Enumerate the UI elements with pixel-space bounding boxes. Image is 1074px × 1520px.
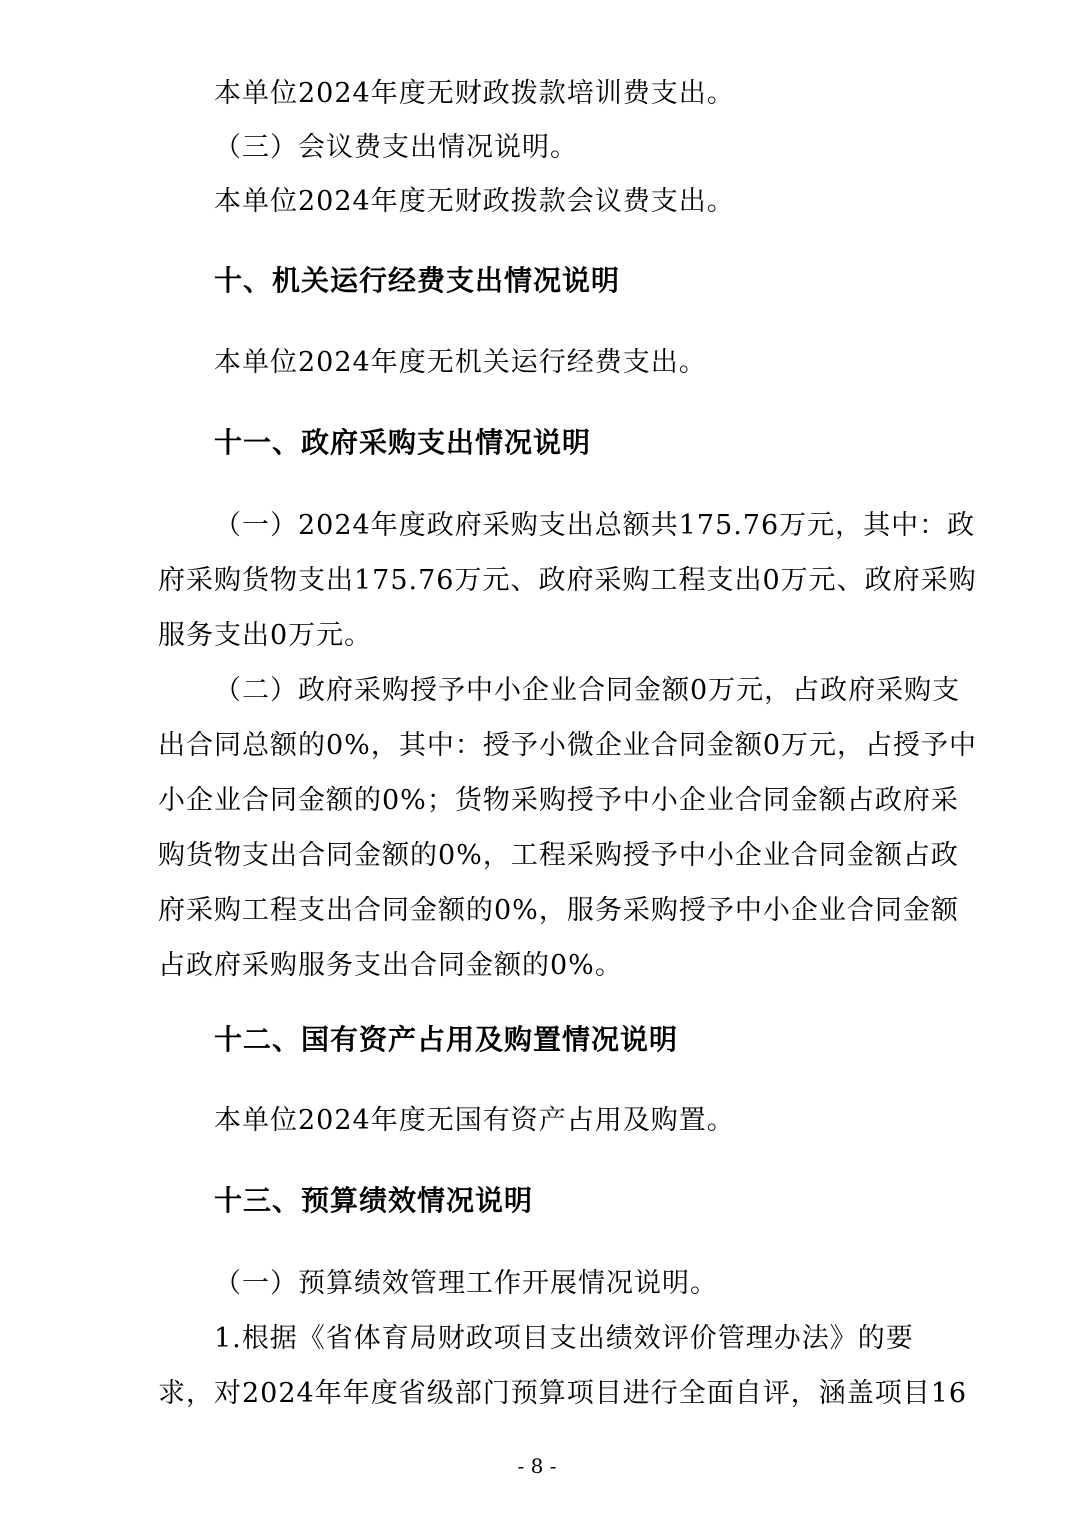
section-13-para1-line2: 求，对2024年年度省级部门预算项目进行全面自评，涵盖项目16 [158, 1378, 968, 1409]
paragraph-meeting-fee: 本单位2024年度无财政拨款会议费支出。 [214, 186, 735, 217]
section-11-para2-line3: 小企业合同金额的0%；货物采购授予中小企业合同金额占政府采 [158, 785, 959, 816]
page-number: - 8 - [517, 1454, 557, 1478]
paragraph-training-fee: 本单位2024年度无财政拨款培训费支出。 [214, 78, 735, 109]
section-13-sub1: （一）预算绩效管理工作开展情况说明。 [214, 1268, 718, 1299]
section-11-para1-line1: （一）2024年度政府采购支出总额共175.76万元，其中：政 [214, 510, 976, 541]
section-11-para2-line6: 占政府采购服务支出合同金额的0%。 [158, 950, 623, 981]
section-12-heading: 十二、国有资产占用及购置情况说明 [214, 1023, 679, 1056]
section-11-heading: 十一、政府采购支出情况说明 [214, 426, 592, 459]
section-11-para2-line1: （二）政府采购授予中小企业合同金额0万元，占政府采购支 [214, 675, 961, 706]
section-11-para2-line2: 出合同总额的0%，其中：授予小微企业合同金额0万元，占授予中 [158, 730, 978, 761]
section-12-body: 本单位2024年度无国有资产占用及购置。 [214, 1105, 735, 1136]
section-13-heading: 十三、预算绩效情况说明 [214, 1184, 534, 1217]
section-11-para1-line2: 府采购货物支出175.76万元、政府采购工程支出0万元、政府采购 [158, 565, 977, 596]
section-11-para1-line3: 服务支出0万元。 [158, 620, 373, 651]
subheading-meeting-fee: （三）会议费支出情况说明。 [214, 132, 578, 163]
section-10-heading: 十、机关运行经费支出情况说明 [214, 264, 621, 297]
section-10-body: 本单位2024年度无机关运行经费支出。 [214, 347, 707, 378]
section-11-para2-line5: 府采购工程支出合同金额的0%，服务采购授予中小企业合同金额 [158, 895, 959, 926]
section-11-para2-line4: 购货物支出合同金额的0%，工程采购授予中小企业合同金额占政 [158, 840, 959, 871]
section-13-para1-line1: 1.根据《省体育局财政项目支出绩效评价管理办法》的要 [214, 1323, 914, 1354]
